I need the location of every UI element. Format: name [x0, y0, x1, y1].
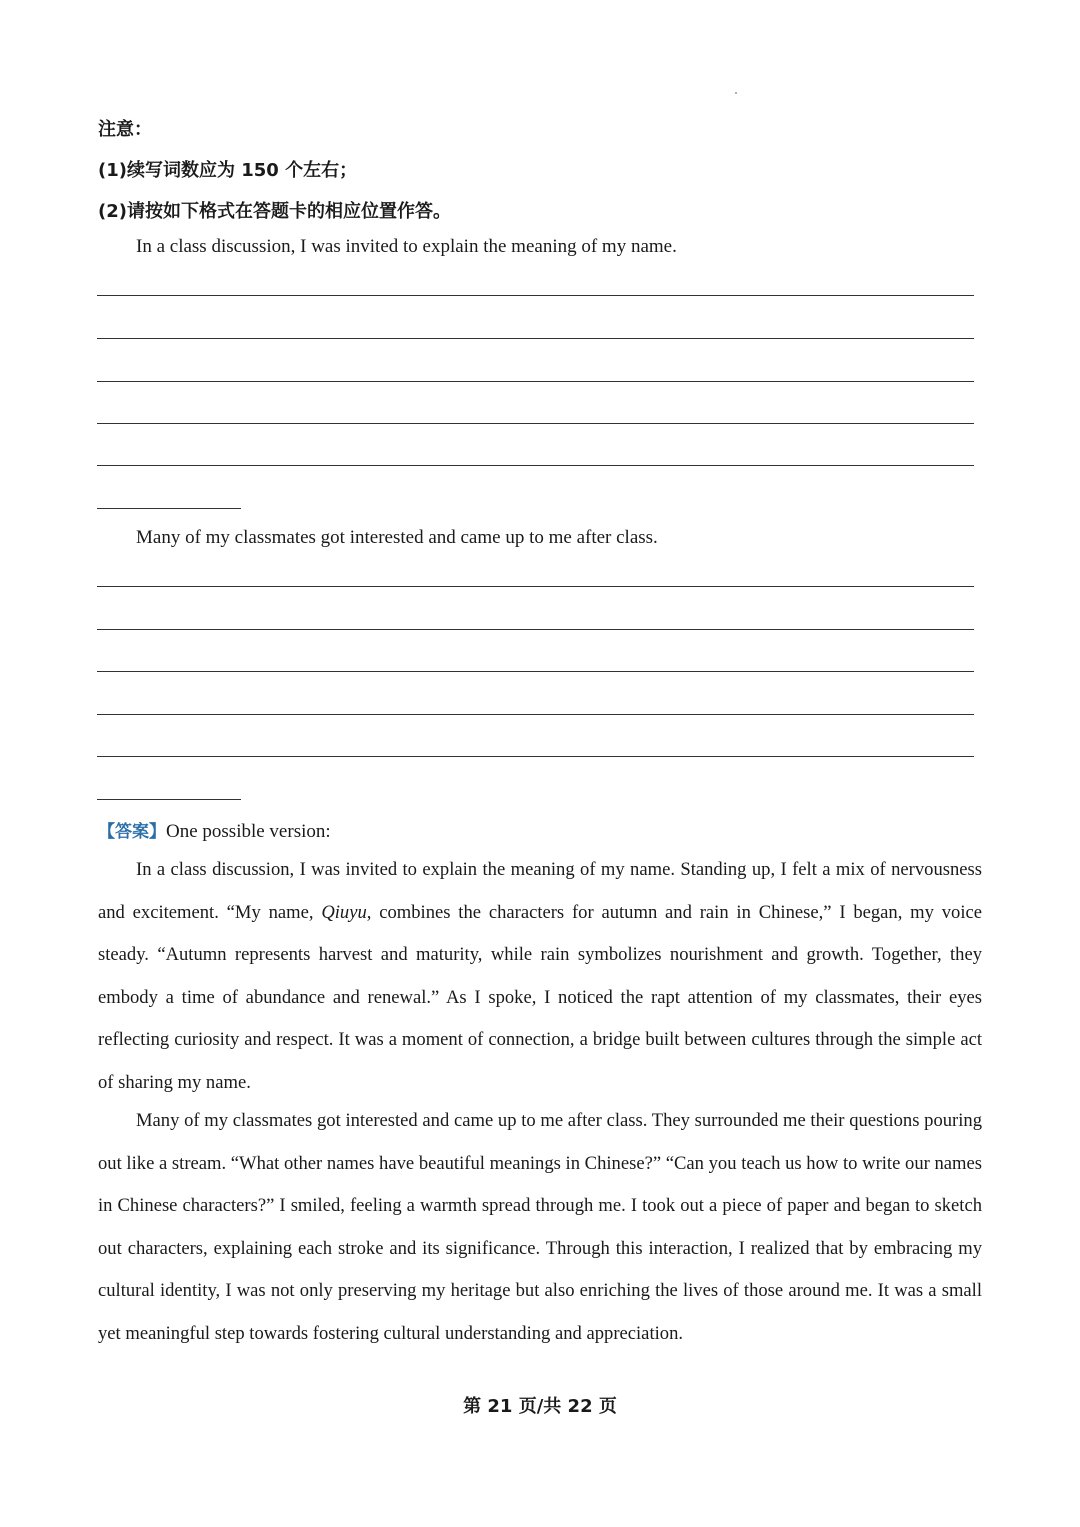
answer-intro: One possible version:: [166, 821, 331, 842]
answer-line[interactable]: [97, 338, 974, 339]
name-italic: Qiuyu: [321, 901, 367, 923]
answer-tag: 【答案】: [98, 822, 166, 842]
answer-line[interactable]: [97, 671, 974, 672]
prompt-first: In a class discussion, I was invited to explain the meaning of my name.: [136, 236, 677, 257]
stray-mark: [735, 92, 737, 94]
page-number: 第 21 页/共 22 页: [463, 1396, 617, 1417]
answer-line[interactable]: [97, 586, 974, 587]
answer-line[interactable]: [97, 465, 974, 466]
notes-item-1: (1)续写词数应为 150 个左右；: [98, 160, 358, 181]
answer-line[interactable]: [97, 629, 974, 630]
answer-paragraph-1: [98, 849, 982, 1104]
answer-line[interactable]: [97, 381, 974, 382]
answer-heading: [98, 817, 331, 843]
answer-line-short[interactable]: [97, 799, 241, 800]
para1-text-end: , combines the characters for autumn and rain in Chinese,” I began, my voice steady. “Autumn represents harvest and maturity, while rain symbolizes nourishment and growth. Together, they embody a time of abundance and renewal.” As I spoke, I noticed the rapt attention of my classmates, their eyes reflecting curiosity and respect. It was a moment of connection, a bridge built between cultures through the simple act of sharing my name.: [98, 901, 983, 1093]
answer-line[interactable]: [97, 423, 974, 424]
answer-line[interactable]: [97, 295, 974, 296]
prompt-second: Many of my classmates got interested and came up to me after class.: [136, 527, 658, 548]
answer-line[interactable]: [97, 756, 974, 757]
notes-title: 注意：: [98, 119, 152, 140]
para1-text-start: In a class discussion, I was invited to explain the meaning of my name. Standing up, I felt a mix of nervousness and excitement. “My name,: [98, 859, 982, 923]
notes-item-2: (2)请按如下格式在答题卡的相应位置作答。: [98, 201, 451, 222]
answer-paragraph-2: Many of my classmates got interested and came up to me after class. They surrounded me their questions pouring out like a stream. “What other names have beautiful meanings in Chinese?” “Can you teach us how to write our names in Chinese characters?” I smiled, feeling a warmth spread through me. I took out a piece of paper and began to sketch out characters, explaining each stroke and its significance. Through this interaction, I realized that by embracing my cultural identity, I was not only preserving my heritage but also enriching the lives of those around me. It was a small yet meaningful step towards fostering cultural understanding and appreciation.: [98, 1110, 982, 1344]
answer-line-short[interactable]: [97, 508, 241, 509]
answer-line[interactable]: [97, 714, 974, 715]
